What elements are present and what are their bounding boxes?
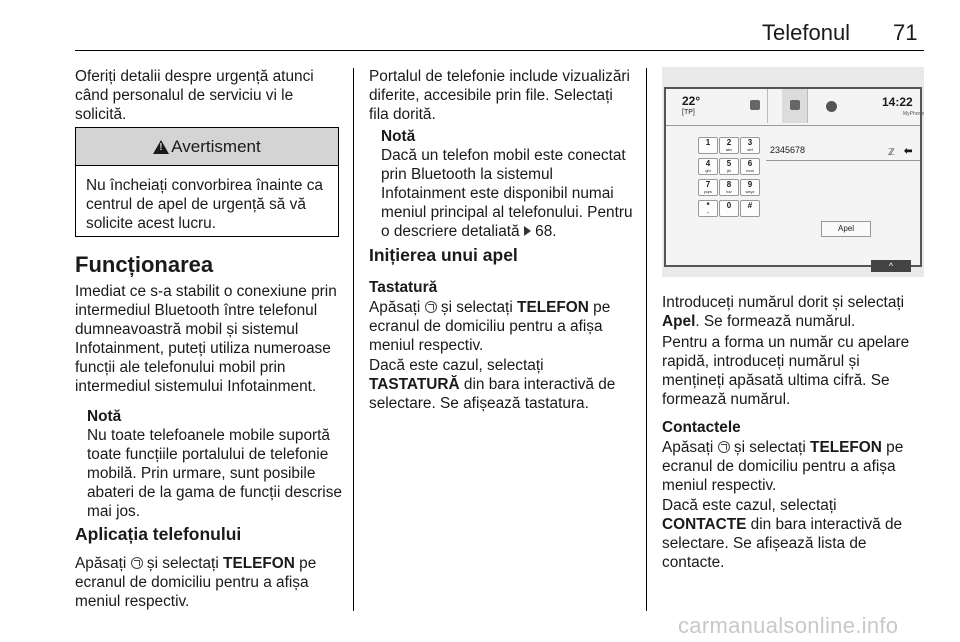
tab-phone [782,89,808,123]
keypad-key-digit: 3 [747,138,753,147]
intro-paragraph: Oferiți detalii despre urgență atunci când personalul de serviciu vi le solicită. [75,68,314,123]
keypad-key [698,158,718,175]
keypad-key-digit: 5 [726,159,732,168]
phone-tab-icon [790,100,800,110]
keypad-key-digit: * [706,201,710,210]
phone-name-label: MyPhone [903,111,925,117]
warning-header [76,128,338,166]
keypad-key-digit: 4 [705,159,711,168]
watermark: carmanualsonline.info [678,613,899,638]
heading-functionare: Funcționarea [75,252,214,277]
warning-icon [153,140,169,154]
aplicatia-paragraph: Apăsați și selectați TELEFON pe ecranul de domiciliu pentru a afișa meniul respectiv. [75,555,317,610]
keypad-key-letters: jkl [727,168,731,173]
keypad-key-digit: 0 [726,201,732,210]
info-icon [826,101,837,112]
keypad-key [719,137,739,154]
call-button: Apel [821,221,871,237]
phone-icon [425,301,437,313]
keypad-key [698,137,718,154]
keypad-key-letters: wxyz [745,189,755,194]
tp-indicator: [TP] [682,109,695,116]
keypad-key [740,179,760,196]
keypad-key-letters: + [706,210,710,215]
contacte-paragraph-1: Apăsați și selectați TELEFON pe ecranul de domiciliu pentru a afișa meniul respectiv. [662,439,904,494]
keypad-key-letters: def [747,147,753,152]
portal-paragraph: Portalul de telefonie include vizualizări diferite, accesibile prin file. Selectați fila dorită. [369,68,630,123]
note-block-1 [87,407,349,521]
column-divider-2 [646,68,647,611]
keypad-key [698,200,718,217]
note-label: Notă [87,408,122,425]
column-divider-1 [353,68,354,611]
keypad-key-letters: tuv [726,189,732,194]
heading-tastatura: Tastatură [369,279,438,296]
contact-icon: ℤ [888,147,895,157]
keypad-key [719,179,739,196]
note-label: Notă [381,128,416,145]
contacte-paragraph-2: Dacă este cazul, selectați CONTACTE din bara interactivă de selectare. Se afișează lista de contacte. [662,497,903,571]
keypad-key [698,179,718,196]
keypad-key-digit: # [747,201,753,210]
chevron-up-icon: ^ [871,260,911,272]
status-bar-divider [666,125,920,126]
apel-paragraph: Introduceți numărul dorit și selectați Apel. Se formează numărul. [662,294,905,330]
heading-initierea: Inițierea unui apel [369,245,518,265]
page-number: 71 [893,20,918,45]
keypad-key [740,200,760,217]
keypad-key-digit: 2 [726,138,732,147]
header-rule [75,50,924,51]
phone-icon [718,441,730,453]
heading-contactele: Contactele [662,419,741,436]
tastatura-paragraph-2: Dacă este cazul, selectați TASTATURĂ din bara interactivă de selectare. Se afișează tastatura. [369,357,616,412]
keypad-key [719,158,739,175]
keypad-key-digit: 9 [747,180,753,189]
heading-aplicatia: Aplicația telefonului [75,524,242,544]
page-header-title: Telefonul [762,20,851,45]
note-text: Nu toate telefoanele mobile suportă toate funcțiile portalului de telefonie mobilă. Prin urmare, sunt posibile abateri de la gama de funcții descrise mai jos. [87,427,342,520]
repeat-paragraph: Pentru a forma un număr cu apelare rapidă, introduceți numărul și mențineți apăsată ultima cifră. Se formează numărul. [662,334,910,408]
backspace-icon: ⬅ [904,146,913,157]
keypad-key-digit: 7 [705,180,711,189]
phone-icon [131,557,143,569]
clock-readout: 14:22 [882,95,913,109]
keypad-key [740,137,760,154]
warning-text: Nu încheiați convorbirea înainte ca centrul de apel de urgență să vă solicite acest lucru. [86,177,323,232]
keypad-key [719,200,739,217]
warning-title: Avertisment [171,136,261,156]
functionare-paragraph: Imediat ce s-a stabilit o conexiune prin intermediul Bluetooth între telefonul dumneavoastră mobil și sistemul Infotainment, puteți utiliza numeroase funcții ale telefonului mobil prin intermediul sistemului Infotainment. [75,283,337,395]
note-block-2 [381,127,637,241]
keypad-key-digit: 1 [705,138,711,147]
keypad-key-letters: abc [725,147,733,152]
infotainment-screen [664,87,925,271]
keypad-key-letters: ghi [705,168,711,173]
infotainment-screenshot [662,67,924,277]
dialed-number-field: 2345678 [766,141,920,161]
keypad-key [740,158,760,175]
warning-box [75,127,339,237]
keypad-key-digit: 6 [747,159,753,168]
temperature-readout: 22° [682,94,701,108]
keypad-key-letters: mno [746,168,754,173]
page-reference-icon [524,226,531,236]
keypad-key-letters: pqrs [704,189,712,194]
tab-music [742,89,768,123]
keypad-key-digit: 8 [726,180,732,189]
music-icon [750,100,760,110]
note-text: Dacă un telefon mobil este conectat prin Bluetooth la sistemul Infotainment este disponibil numai meniul principal al telefonului. Pentru o descriere detaliată 68. [381,147,633,240]
tastatura-paragraph-1: Apăsați și selectați TELEFON pe ecranul de domiciliu pentru a afișa meniul respectiv. [369,299,611,354]
